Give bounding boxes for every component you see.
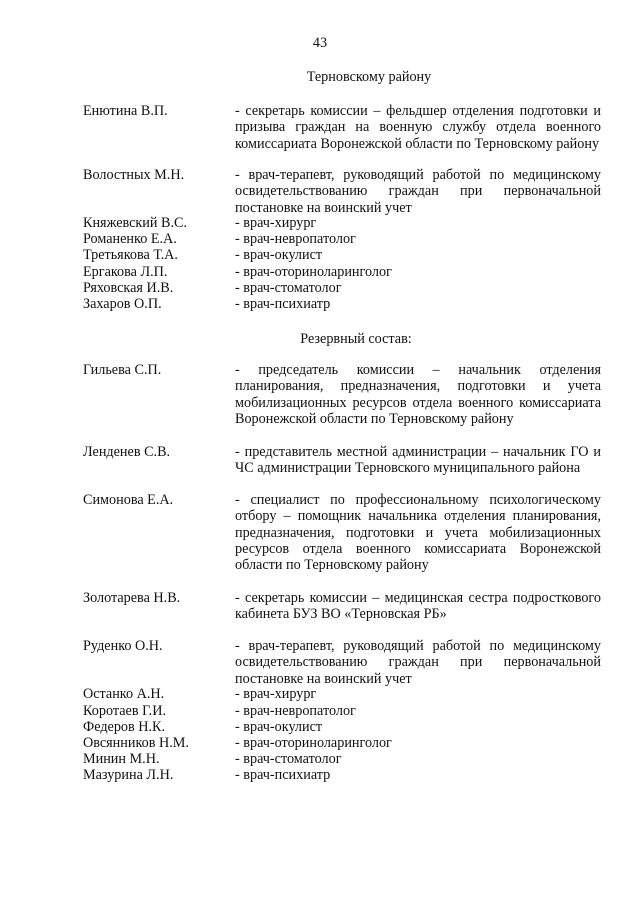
member-name: Коротаев Г.И. [83,703,167,719]
member-name: Минин М.Н. [83,751,160,767]
member-role: - врач-хирург [235,686,317,702]
member-name: Останко А.Н. [83,686,165,702]
member-role: - секретарь комиссии – медицинская сестра подросткового кабинета БУЗ ВО «Терновская РБ» [235,590,601,623]
member-name: Захаров О.П. [83,296,162,312]
member-role: - специалист по профессиональному психологическому отбору – помощник начальника отделения планирования, предназначения, подготовки и учета мобилизационных ресурсов отдела военного комиссариата Воронежской области по Терновскому району [235,492,601,574]
reserve-heading: Резервный состав: [300,331,412,347]
member-role: - представитель местной администрации – начальник ГО и ЧС администрации Терновского муниципального района [235,444,601,477]
member-role: - секретарь комиссии – фельдшер отделения подготовки и призыва граждан на военную службу отдела военного комиссариата Воронежской области по Терновскому району [235,103,601,152]
member-role: - врач-хирург [235,215,317,231]
member-name: Золотарева Н.В. [83,590,181,606]
member-name: Руденко О.Н. [83,638,163,654]
member-role: - врач-психиатр [235,296,331,312]
page-number: 43 [312,35,328,51]
member-name: Волостных М.Н. [83,167,185,183]
member-role: - врач-терапевт, руководящий работой по медицинскому освидетельствованию граждан при первоначальной постановке на воинский учет [235,167,601,216]
member-role: - врач-невропатолог [235,703,356,719]
member-name: Романенко Е.А. [83,231,177,247]
member-name: Третьякова Т.А. [83,247,178,263]
member-name: Енютина В.П. [83,103,168,119]
member-name: Ленденев С.В. [83,444,171,460]
member-name: Ергакова Л.П. [83,264,168,280]
member-name: Овсянников Н.М. [83,735,189,751]
member-role: - врач-оториноларинголог [235,735,392,751]
member-name: Ряховская И.В. [83,280,174,296]
member-name: Княжевский В.С. [83,215,188,231]
member-name: Гильева С.П. [83,362,162,378]
member-role: - председатель комиссии – начальник отделения планирования, предназначения, подготовки и учета мобилизационных ресурсов отдела военного комиссариата Воронежской области по Терновскому району [235,362,601,427]
member-role: - врач-стоматолог [235,280,342,296]
member-name: Федеров Н.К. [83,719,166,735]
member-name: Мазурина Л.Н. [83,767,174,783]
member-role: - врач-оториноларинголог [235,264,392,280]
section-heading: Терновскому району [306,69,432,85]
member-role: - врач-психиатр [235,767,331,783]
member-name: Симонова Е.А. [83,492,174,508]
member-role: - врач-окулист [235,247,323,263]
member-role: - врач-окулист [235,719,323,735]
member-role: - врач-невропатолог [235,231,356,247]
member-role: - врач-терапевт, руководящий работой по медицинскому освидетельствованию граждан при первоначальной постановке на воинский учет [235,638,601,687]
member-role: - врач-стоматолог [235,751,342,767]
